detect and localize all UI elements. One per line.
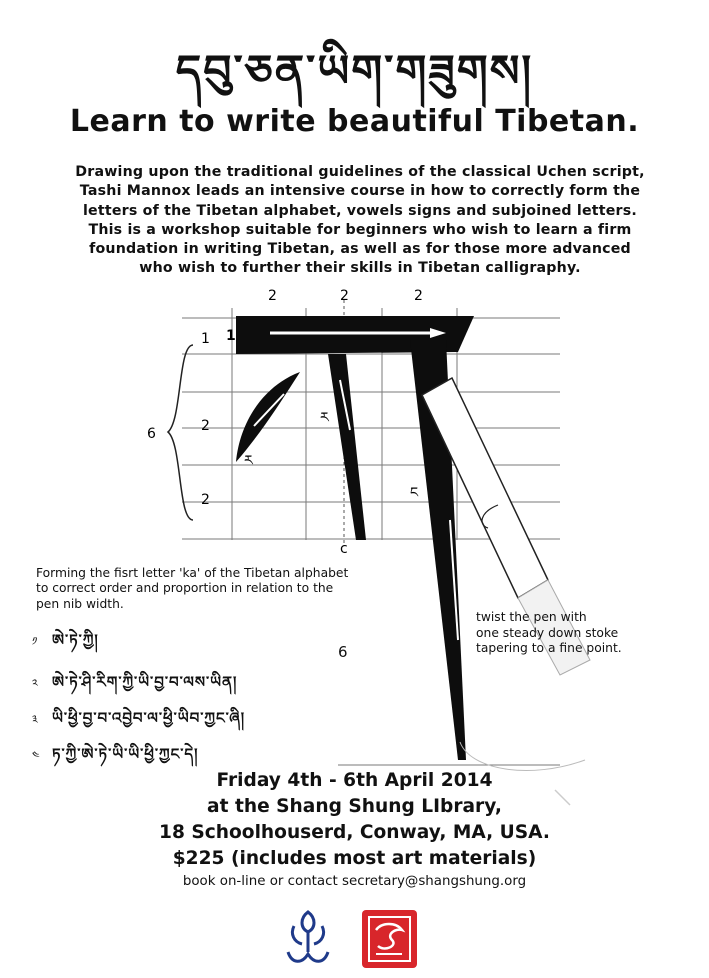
caption-line: pen nib width. — [36, 596, 124, 611]
intro-line: foundation in writing Tibetan, as well as for those more advanced — [89, 241, 631, 258]
grid-row-top-label: 1 — [201, 331, 210, 347]
height-label: 6 — [147, 426, 156, 442]
center-label: c — [340, 541, 348, 557]
stroke-glyph: ར — [244, 453, 253, 469]
caption-line: to correct order and proportion in relation to the — [36, 581, 334, 596]
practice-text: ཨེ་ཏེ་ཀྱི། — [52, 631, 99, 649]
grid-row-label: 2 — [201, 492, 210, 508]
grid-row-label: 2 — [201, 418, 210, 434]
shang-shung-logo-icon — [280, 908, 336, 970]
red-seal-logo-icon — [362, 910, 417, 968]
practice-number: ༤ — [32, 749, 40, 762]
practice-number: ༣ — [32, 713, 38, 726]
tibetan-title: དབུ་ཅན་ཡིག་གཟུགས། — [175, 46, 534, 97]
intro-line: Drawing upon the traditional guidelines of the classical Uchen script, — [75, 164, 645, 180]
headline: Learn to write beautiful Tibetan. — [69, 104, 640, 139]
ka-left-stroke — [236, 372, 300, 462]
event-address: 18 Schoolhouserd, Conway, MA, USA. — [159, 822, 550, 843]
event-date: Friday 4th - 6th April 2014 — [216, 770, 493, 791]
caption-line: Forming the fisrt letter 'ka' of the Tibetan alphabet — [36, 566, 349, 580]
note-line: one steady down stoke — [476, 625, 619, 640]
event-details — [0, 768, 709, 892]
contact-line: book on-line or contact secretary@shangshung.org — [182, 874, 527, 889]
grid-col-label: 2 — [268, 288, 277, 304]
intro-line: Tashi Mannox leads an intensive course in how to correctly form the — [79, 183, 641, 200]
ka-middle-stroke — [328, 354, 366, 540]
stroke-number: 1 — [226, 328, 236, 344]
intro-line: letters of the Tibetan alphabet, vowels signs and subjoined letters. — [82, 202, 637, 219]
practice-number: ༢ — [32, 677, 38, 690]
note-line: twist the pen with — [476, 610, 587, 624]
note-line: tapering to a fine point. — [476, 641, 622, 655]
event-price: $225 (includes most art materials) — [172, 848, 537, 869]
grid-col-label: 2 — [414, 288, 423, 304]
intro-line: This is a workshop suitable for beginners who wish to learn a firm — [88, 221, 632, 238]
intro-line: who wish to further their skills in Tibetan calligraphy. — [139, 260, 581, 277]
stroke-glyph: ར — [320, 410, 329, 426]
grid-col-label: 2 — [340, 288, 349, 304]
event-venue: at the Shang Shung LIbrary, — [207, 796, 502, 817]
height-bracket — [168, 345, 193, 520]
practice-text: ཨེ་ཏེ་ཤི་རིག་ཀྱི་ཡི་བྱ་བ་ལས་ཡིན། — [52, 673, 238, 691]
stroke-glyph: ང — [410, 485, 419, 501]
practice-text: ཡི་ཕྱི་བྱ་བ་འབྱེབ་ལ་ཕྱི་ཡིབ་ཀྱང་ཞི། — [52, 709, 246, 727]
practice-text: ཏ་ཀྱི་ཨེ་ཏེ་ཡི་ཡི་ཕྱི་ཀྱང་དེ། — [52, 745, 199, 763]
practice-number: ༡ — [32, 635, 38, 648]
diagram-caption — [36, 566, 436, 612]
practice-line — [32, 624, 99, 666]
pen-twist-note — [476, 610, 676, 657]
stroke-length-label: 6 — [338, 643, 348, 661]
